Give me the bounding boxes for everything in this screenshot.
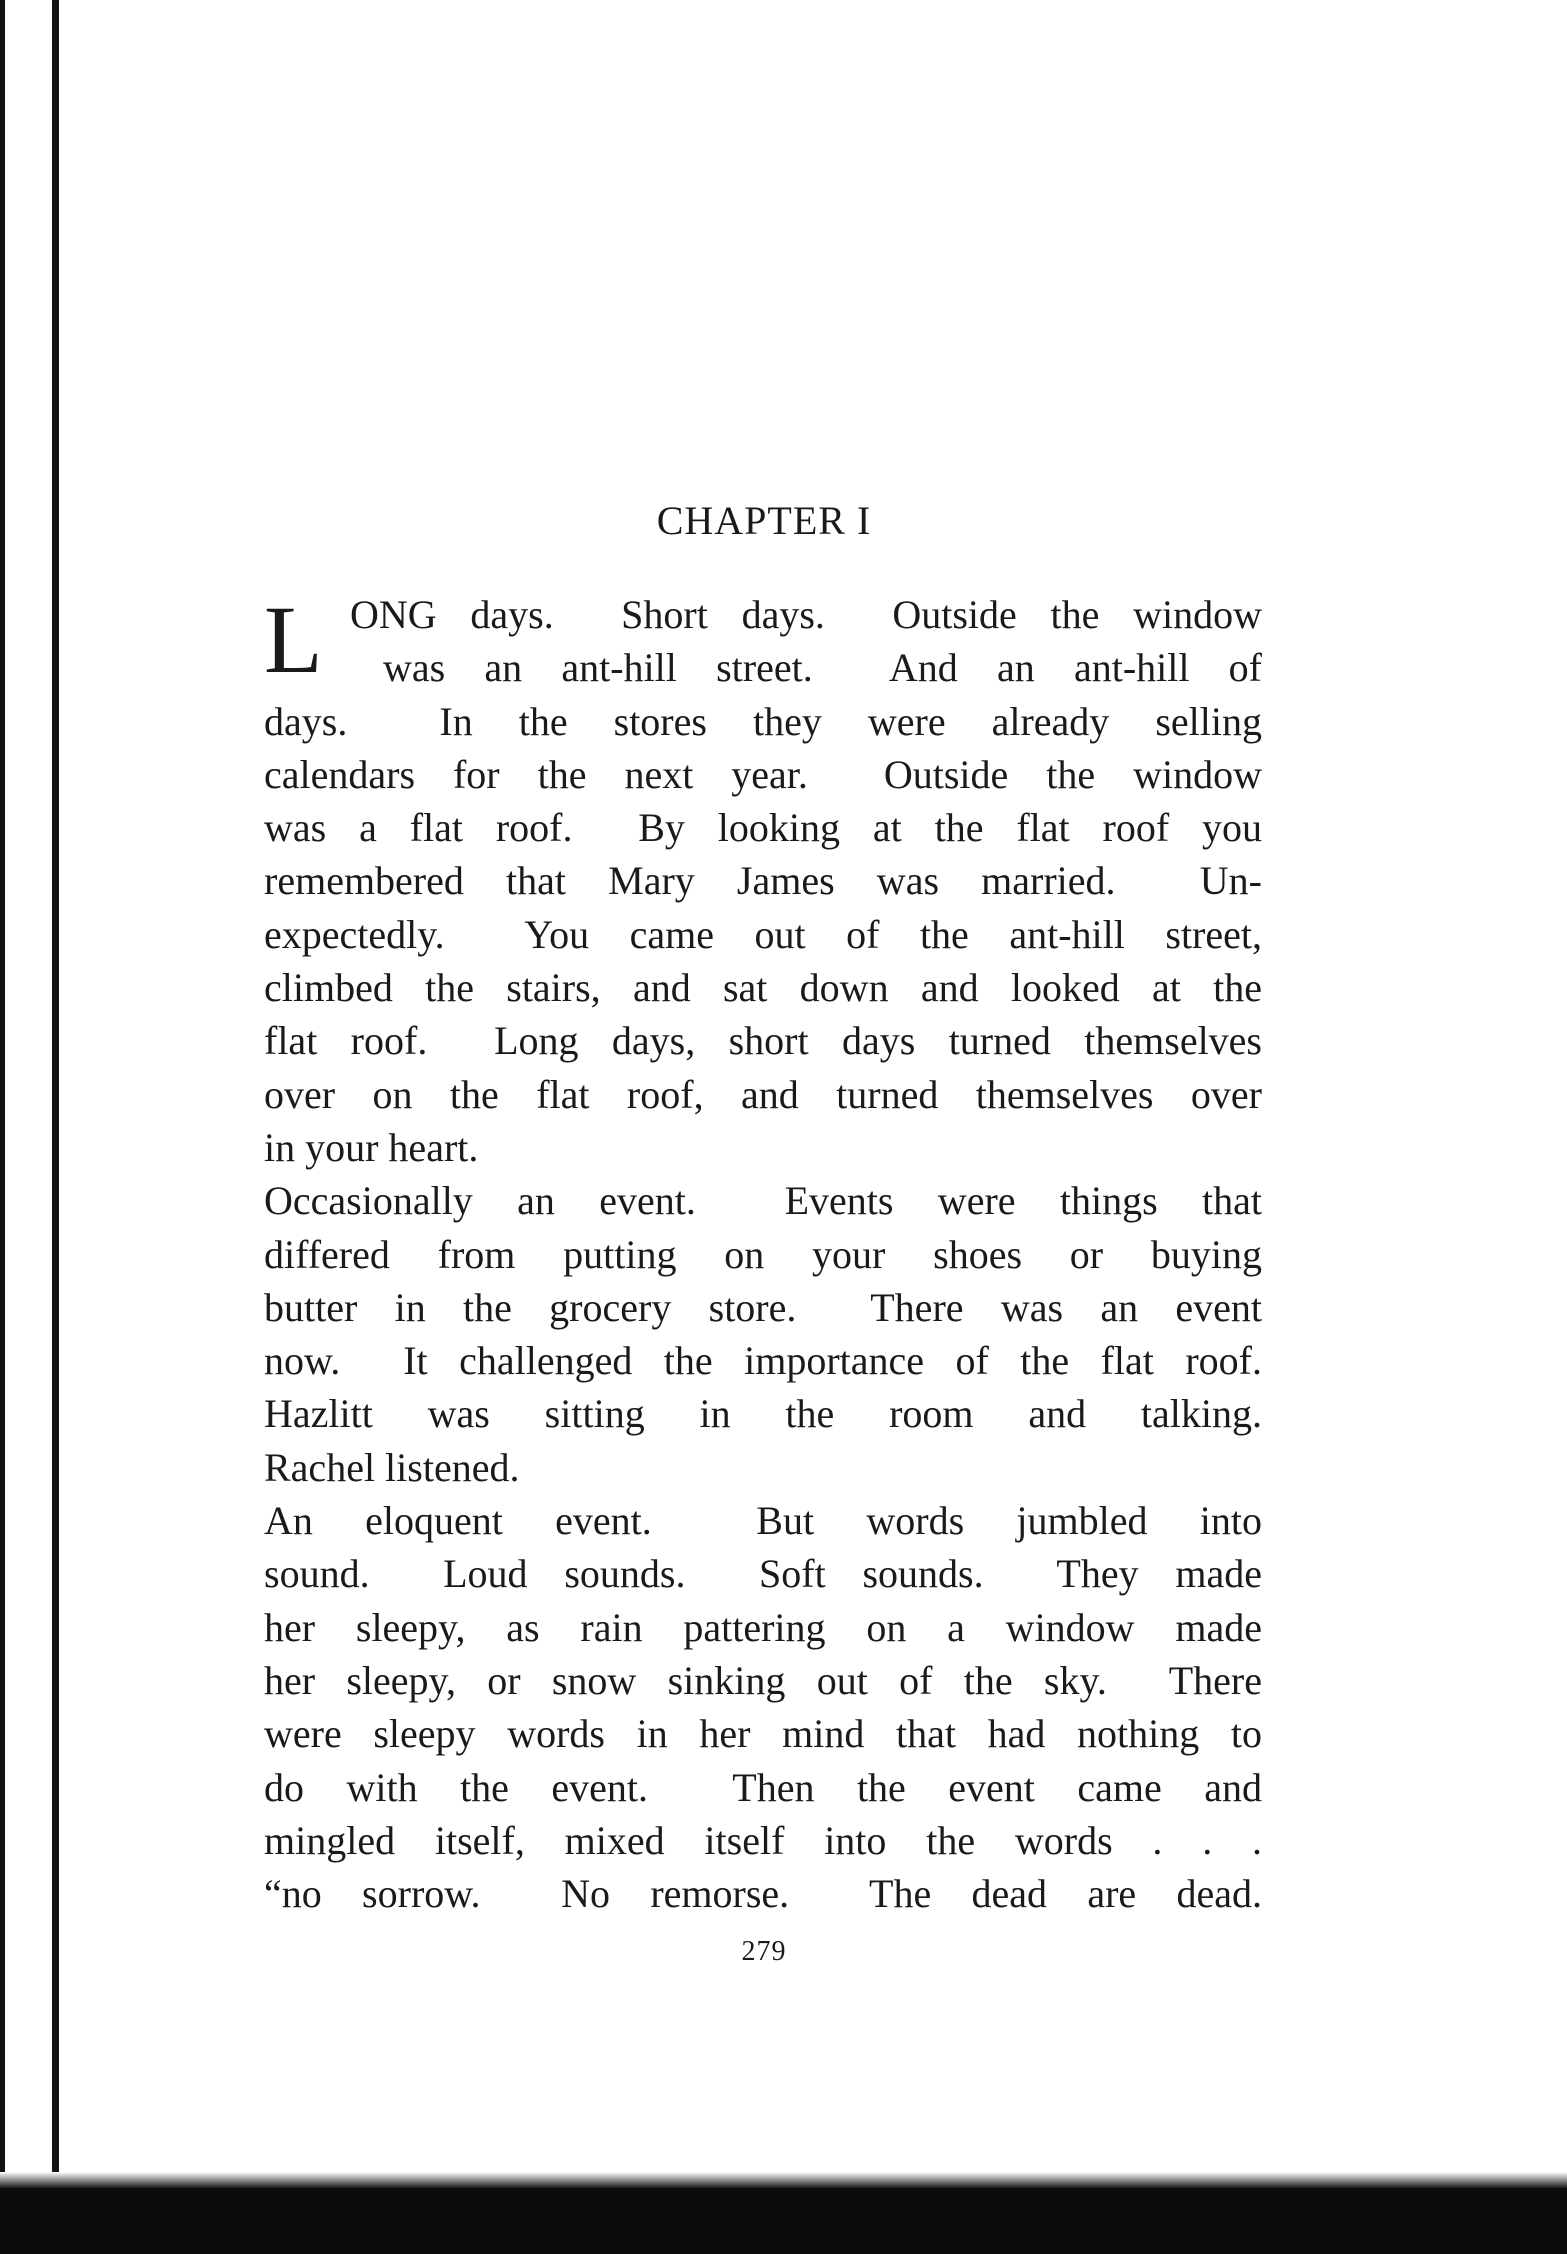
text-line: An eloquent event. But words jumbled into [264,1498,1262,1544]
text-line: her sleepy, as rain pattering on a window made [264,1604,1262,1650]
text-line: were sleepy words in her mind that had nothing to [264,1711,1262,1757]
scan-bottom-shadow [0,2186,1567,2254]
paragraph-2 [264,1174,1262,1494]
text-line: over on the flat roof, and turned themselves over [264,1071,1262,1117]
scan-spine-shadow [52,0,59,2180]
text-line: ONG days. Short days. Outside the window [350,592,1262,637]
text-line: flat roof. Long days, short days turned themselves [264,1018,1262,1064]
text-line: “no sorrow. No remorse. The dead are dead. [264,1871,1262,1917]
scan-left-edge [0,0,5,2180]
text-line: days. In the stores they were already selling [264,698,1262,744]
text-line: her sleepy, or snow sinking out of the sky. There [264,1657,1262,1703]
page-number: 279 [741,1936,787,1967]
text-line: remembered that Mary James was married. Un- [264,858,1262,904]
text-line: calendars for the next year. Outside the window [264,751,1262,797]
drop-cap-letter: L [264,586,323,693]
paragraph-1 [264,588,1262,1174]
text-line: Rachel listened. [264,1444,520,1490]
text-line: Occasionally an event. Events were things that [264,1178,1262,1224]
text-line: expectedly. You came out of the ant-hill street, [264,911,1262,957]
text-line: Hazlitt was sitting in the room and talking. [264,1391,1262,1437]
text-line: now. It challenged the importance of the flat roof. [264,1338,1262,1384]
text-line: was an ant-hill street. And an ant-hill of [383,645,1262,691]
text-line: climbed the stairs, and sat down and looked at the [264,965,1262,1011]
body-text [264,588,1262,1920]
text-line: differed from putting on your shoes or buying [264,1231,1262,1277]
text-line: sound. Loud sounds. Soft sounds. They made [264,1551,1262,1597]
chapter-heading: CHAPTER I [656,498,872,543]
text-line: butter in the grocery store. There was an event [264,1284,1262,1330]
text-line: do with the event. Then the event came and [264,1764,1262,1810]
paragraph-3 [264,1494,1262,1920]
text-line: in your heart. [264,1124,479,1170]
text-line: was a flat roof. By looking at the flat roof you [264,805,1262,851]
text-line: mingled itself, mixed itself into the words . . . [264,1817,1262,1863]
